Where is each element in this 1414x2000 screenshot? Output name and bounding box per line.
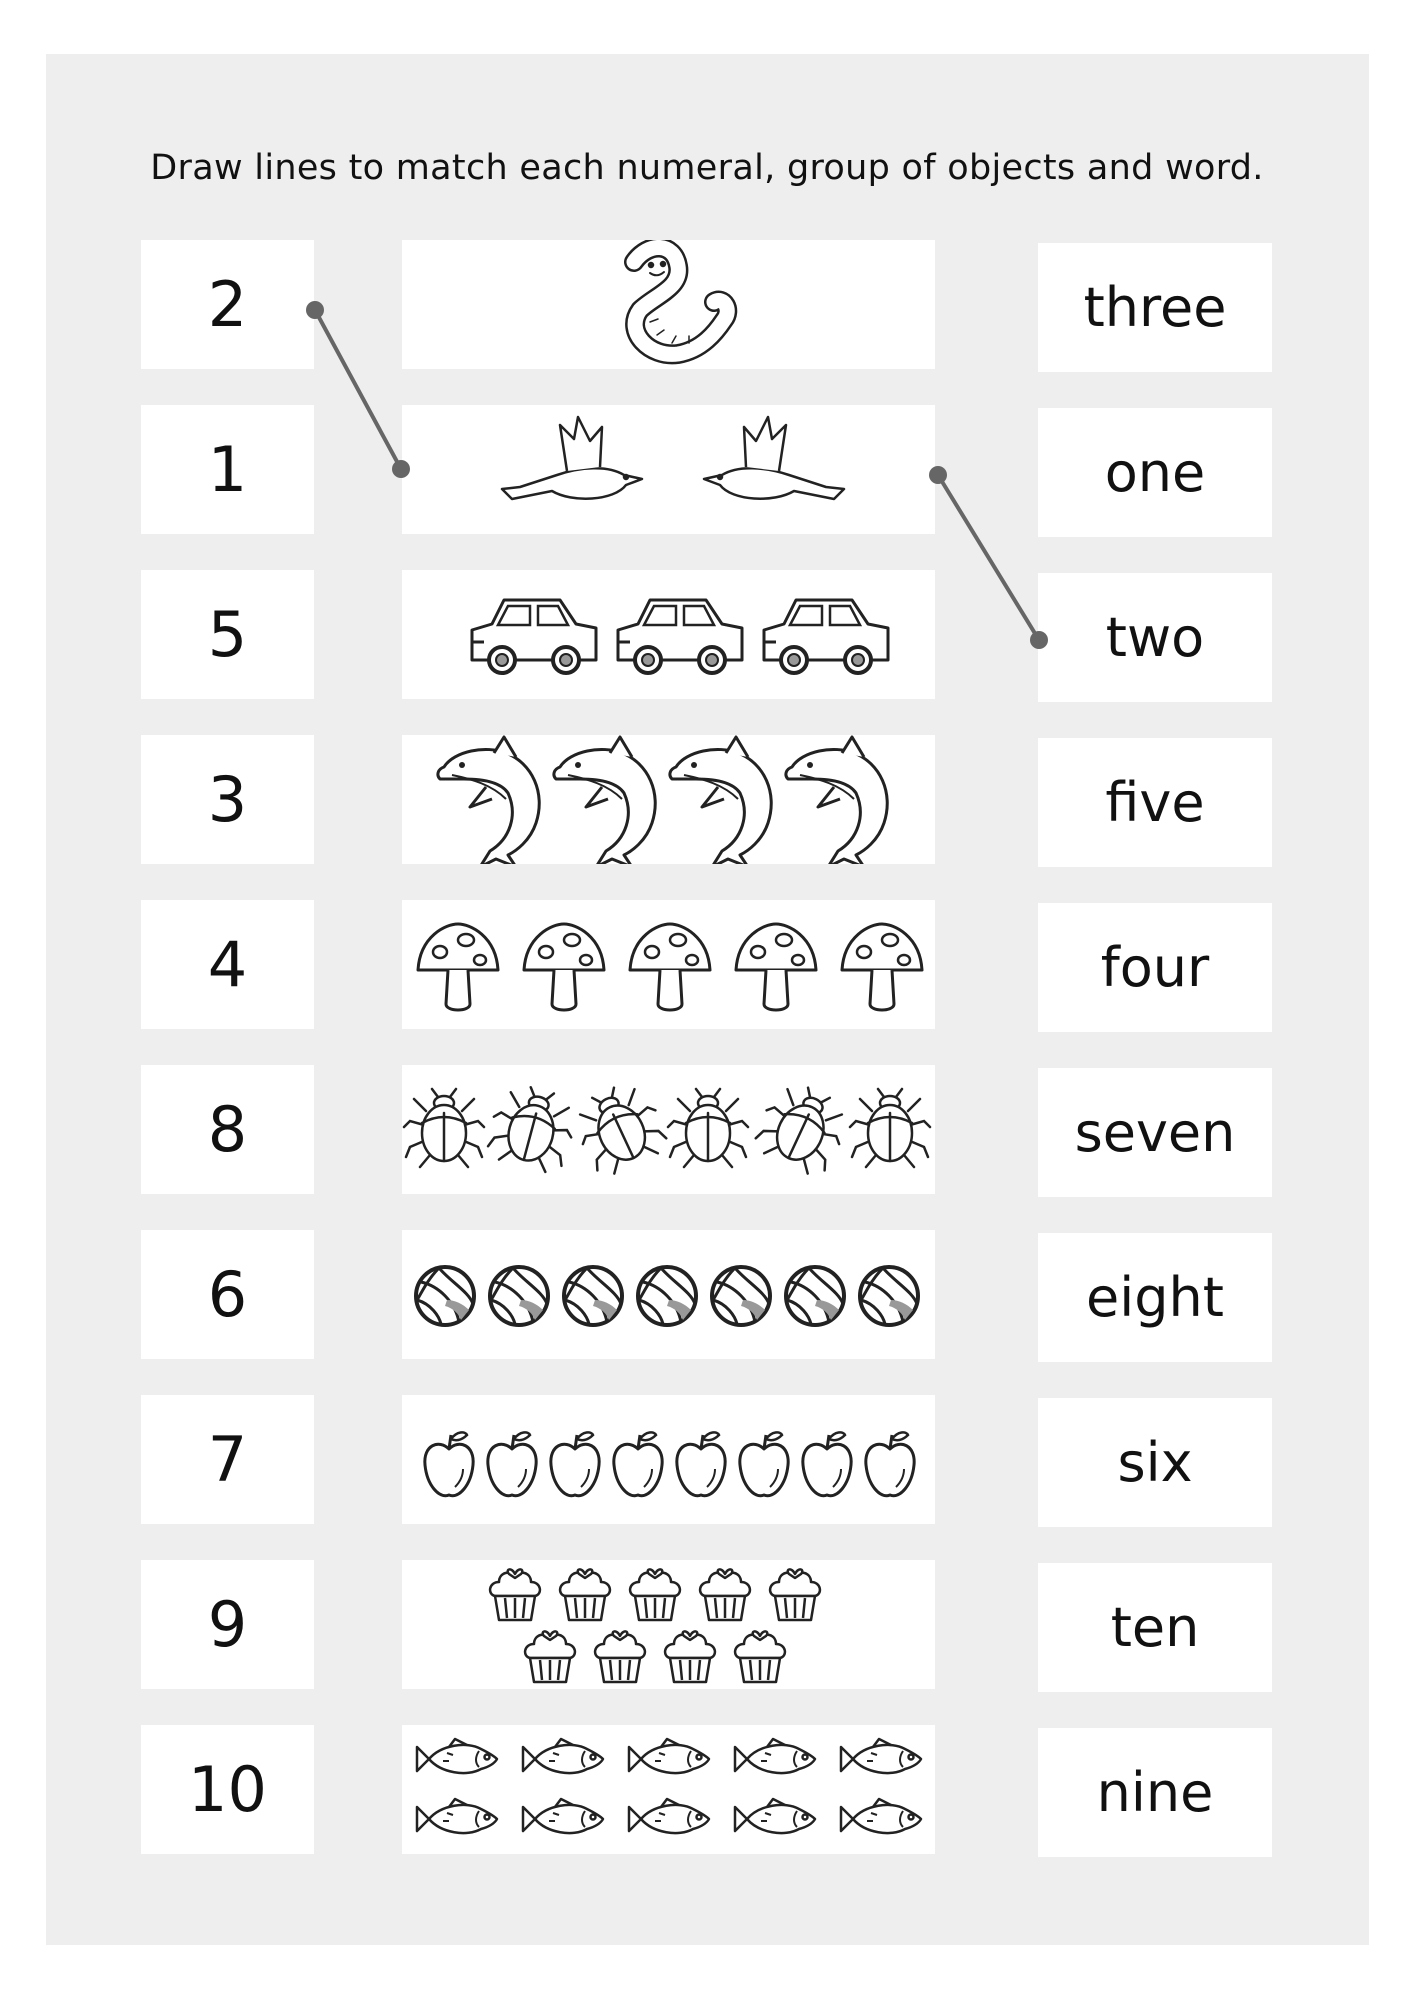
cupcake-icon [525, 1631, 575, 1682]
numeral-box[interactable]: 4 [141, 900, 314, 1029]
object-group-box[interactable] [402, 405, 935, 534]
object-group-box[interactable] [402, 1725, 935, 1854]
beetle-icon [668, 1089, 748, 1167]
apple-icon [614, 1432, 662, 1495]
mushroom-icon [524, 924, 604, 1010]
dolphin-icon [670, 737, 771, 864]
apple-icon [488, 1432, 536, 1495]
beetle-icon [404, 1089, 484, 1167]
object-group-box[interactable] [402, 1065, 935, 1194]
ball-icon [564, 1267, 622, 1325]
worm-group [402, 240, 935, 369]
numeral-box[interactable]: 3 [141, 735, 314, 864]
apple-icon [425, 1432, 473, 1495]
cupcake-icon [700, 1569, 750, 1620]
cupcake-icon [735, 1631, 785, 1682]
ball-icon [860, 1267, 918, 1325]
ball-group [402, 1230, 935, 1359]
object-group-box[interactable] [402, 1230, 935, 1359]
fish-icon [523, 1739, 603, 1773]
numeral-box[interactable]: 5 [141, 570, 314, 699]
dolphin-group [402, 735, 935, 864]
car-icon [764, 600, 888, 673]
word-box[interactable]: five [1038, 738, 1272, 867]
mushroom-icon [842, 924, 922, 1010]
object-group-box[interactable] [402, 1560, 935, 1689]
fish-icon [417, 1799, 497, 1833]
object-group-box[interactable] [402, 240, 935, 369]
bird-icon [704, 417, 844, 499]
cupcake-icon [630, 1569, 680, 1620]
word-box[interactable]: seven [1038, 1068, 1272, 1197]
fish-icon [629, 1799, 709, 1833]
object-group-box[interactable] [402, 900, 935, 1029]
cupcake-icon [595, 1631, 645, 1682]
word-box[interactable]: ten [1038, 1563, 1272, 1692]
word-box[interactable]: three [1038, 243, 1272, 372]
word-box[interactable]: nine [1038, 1728, 1272, 1857]
numeral-box[interactable]: 9 [141, 1560, 314, 1689]
object-group-box[interactable] [402, 570, 935, 699]
cupcake-icon [560, 1569, 610, 1620]
ball-icon [712, 1267, 770, 1325]
ball-icon [490, 1267, 548, 1325]
fish-icon [735, 1799, 815, 1833]
cupcake-icon [770, 1569, 820, 1620]
numeral-box[interactable]: 10 [141, 1725, 314, 1854]
bird-icon [502, 417, 642, 499]
apple-group [402, 1395, 935, 1524]
beetle-icon [850, 1089, 930, 1167]
mushroom-group [402, 900, 935, 1029]
bird-group [402, 405, 935, 534]
cupcake-group [402, 1560, 935, 1689]
apple-icon [551, 1432, 599, 1495]
numeral-box[interactable]: 1 [141, 405, 314, 534]
apple-icon [866, 1432, 914, 1495]
word-box[interactable]: four [1038, 903, 1272, 1032]
cupcake-icon [490, 1569, 540, 1620]
beetle-icon [484, 1080, 581, 1176]
fish-icon [841, 1799, 921, 1833]
numeral-box[interactable]: 2 [141, 240, 314, 369]
word-box[interactable]: one [1038, 408, 1272, 537]
apple-icon [803, 1432, 851, 1495]
fish-icon [841, 1739, 921, 1773]
object-group-box[interactable] [402, 1395, 935, 1524]
car-group [402, 570, 935, 699]
mushroom-icon [630, 924, 710, 1010]
dolphin-icon [438, 737, 539, 864]
fish-icon [629, 1739, 709, 1773]
object-group-box[interactable] [402, 735, 935, 864]
numeral-box[interactable]: 6 [141, 1230, 314, 1359]
beetle-icon [750, 1076, 855, 1181]
ball-icon [638, 1267, 696, 1325]
dolphin-icon [554, 737, 655, 864]
car-icon [618, 600, 742, 673]
ball-icon [416, 1267, 474, 1325]
fish-group [402, 1725, 935, 1854]
dolphin-icon [786, 737, 887, 864]
numeral-box[interactable]: 8 [141, 1065, 314, 1194]
word-box[interactable]: six [1038, 1398, 1272, 1527]
ball-icon [786, 1267, 844, 1325]
worm-icon [634, 247, 727, 354]
mushroom-icon [736, 924, 816, 1010]
beetle-group [402, 1065, 935, 1194]
fish-icon [523, 1799, 603, 1833]
car-icon [472, 600, 596, 673]
numeral-box[interactable]: 7 [141, 1395, 314, 1524]
mushroom-icon [418, 924, 498, 1010]
instructions: Draw lines to match each numeral, group of objects and word. [150, 148, 1264, 188]
word-box[interactable]: two [1038, 573, 1272, 702]
apple-icon [677, 1432, 725, 1495]
word-box[interactable]: eight [1038, 1233, 1272, 1362]
beetle-icon [567, 1076, 672, 1181]
fish-icon [735, 1739, 815, 1773]
cupcake-icon [665, 1631, 715, 1682]
fish-icon [417, 1739, 497, 1773]
apple-icon [740, 1432, 788, 1495]
